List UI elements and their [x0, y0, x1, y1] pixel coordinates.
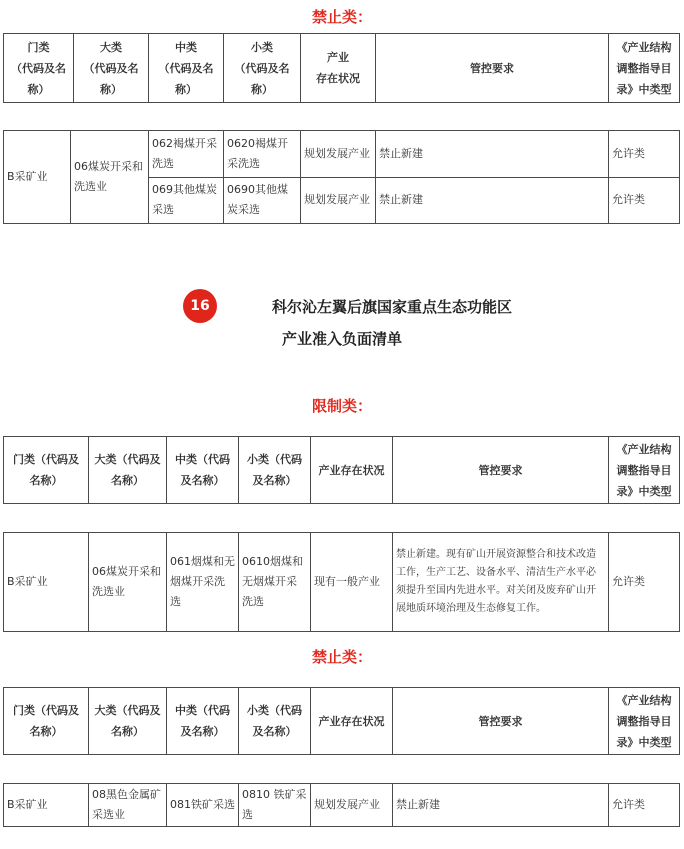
data-table-2	[3, 532, 680, 632]
cell-da: 08黑色金属矿采选业	[89, 784, 167, 827]
data-table-3	[3, 783, 680, 827]
header-cell: 大类（代码及 名称）	[89, 437, 167, 504]
header-cell: 门类（代码及 名称）	[4, 437, 89, 504]
header-cell: 管控要求	[393, 688, 609, 755]
header-cell: 大类 （代码及名 称）	[74, 34, 149, 103]
section-title-line1: 科尔沁左翼后旗国家重点生态功能区	[271, 298, 512, 316]
table-row	[4, 533, 680, 632]
cell-xiao: 0690其他煤炭采选	[224, 177, 301, 224]
cell-type: 允许类	[609, 131, 680, 178]
data-table-1	[3, 130, 680, 224]
cell-control: 禁止新建。现有矿山开展资源整合和技术改造工作，生产工艺、设备水平、清洁生产水平必须提升至国内先进水平。对关闭及废弃矿山开展地质环境治理及生态修复工作。	[393, 533, 609, 632]
cell-xiao: 0810 铁矿采选	[239, 784, 311, 827]
header-cell: 大类（代码及 名称）	[89, 688, 167, 755]
cell-xiao: 0620褐煤开采洗选	[224, 131, 301, 178]
cell-status: 规划发展产业	[301, 177, 376, 224]
category-title-restricted: 限制类：	[311, 397, 372, 415]
header-cell: 小类 （代码及名 称）	[224, 34, 301, 103]
section-title-line2: 产业准入负面清单	[281, 330, 402, 348]
cell-status: 现有一般产业	[311, 533, 393, 632]
cell-status: 规划发展产业	[311, 784, 393, 827]
table-row	[4, 131, 680, 178]
cell-status: 规划发展产业	[301, 131, 376, 178]
cell-men: B采矿业	[4, 784, 89, 827]
header-cell: 管控要求	[393, 437, 609, 504]
cell-control: 禁止新建	[376, 177, 609, 224]
header-cell: 产业存在状况	[311, 688, 393, 755]
category-title-prohibited-1: 禁止类：	[311, 8, 372, 26]
cell-zhong: 081铁矿采选	[167, 784, 239, 827]
cell-zhong: 062褐煤开采洗选	[149, 131, 224, 178]
header-table-2	[3, 436, 680, 504]
header-cell: 中类（代码 及名称）	[167, 437, 239, 504]
cell-control: 禁止新建	[376, 131, 609, 178]
header-table-3	[3, 687, 680, 755]
cell-da: 06煤炭开采和洗选业	[89, 533, 167, 632]
header-cell: 门类（代码及 名称）	[4, 688, 89, 755]
cell-da: 06煤炭开采和洗选业	[71, 131, 149, 224]
cell-type: 允许类	[609, 533, 680, 632]
header-cell: 门类 （代码及名 称）	[4, 34, 74, 103]
cell-type: 允许类	[609, 177, 680, 224]
section-number-badge: 16	[183, 289, 217, 323]
header-cell: 中类（代码 及名称）	[167, 688, 239, 755]
cell-men: B采矿业	[4, 131, 71, 224]
header-cell: 《产业结构 调整指导目 录》中类型	[609, 688, 680, 755]
header-cell: 小类（代码 及名称）	[239, 688, 311, 755]
header-cell: 《产业结构 调整指导目 录》中类型	[609, 437, 680, 504]
cell-type: 允许类	[609, 784, 680, 827]
cell-zhong: 061烟煤和无烟煤开采洗选	[167, 533, 239, 632]
cell-zhong: 069其他煤炭采选	[149, 177, 224, 224]
header-table-1	[3, 33, 680, 103]
table-row	[4, 784, 680, 827]
header-cell: 中类 （代码及名 称）	[149, 34, 224, 103]
header-cell: 产业 存在状况	[301, 34, 376, 103]
cell-men: B采矿业	[4, 533, 89, 632]
cell-xiao: 0610烟煤和无烟煤开采洗选	[239, 533, 311, 632]
header-cell: 管控要求	[376, 34, 609, 103]
header-cell: 《产业结构 调整指导目 录》中类型	[609, 34, 680, 103]
category-title-prohibited-2: 禁止类：	[311, 648, 372, 666]
header-cell: 小类（代码 及名称）	[239, 437, 311, 504]
header-cell: 产业存在状况	[311, 437, 393, 504]
cell-control: 禁止新建	[393, 784, 609, 827]
